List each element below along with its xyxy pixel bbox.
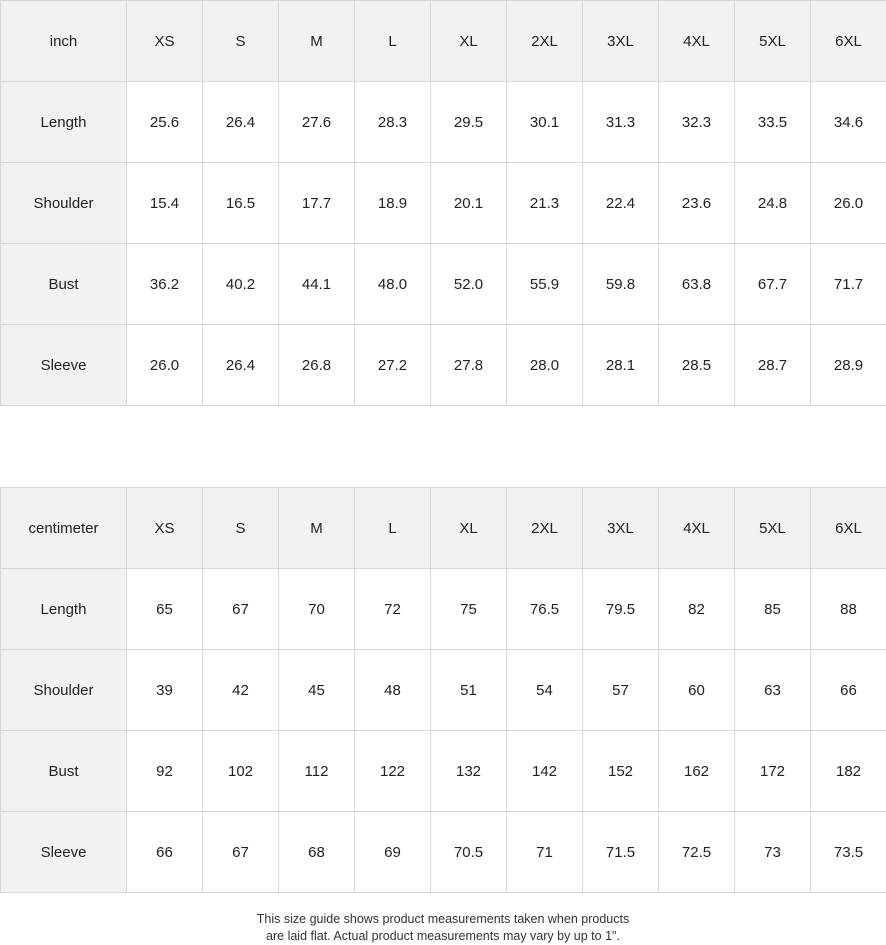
cell-value: 60: [659, 650, 735, 731]
cell-value: 25.6: [127, 82, 203, 163]
cell-value: 92: [127, 731, 203, 812]
column-header-m: M: [279, 488, 355, 569]
cell-value: 82: [659, 569, 735, 650]
table-header-row: [1, 1, 886, 82]
cell-value: 27.6: [279, 82, 355, 163]
cell-value: 71.5: [583, 812, 659, 893]
cell-value: 28.7: [735, 325, 811, 406]
cell-value: 26.8: [279, 325, 355, 406]
cell-value: 16.5: [203, 163, 279, 244]
cell-value: 69: [355, 812, 431, 893]
cell-value: 152: [583, 731, 659, 812]
cell-value: 29.5: [431, 82, 507, 163]
cell-value: 44.1: [279, 244, 355, 325]
column-header-5xl: 5XL: [735, 1, 811, 82]
table-header-row: [1, 488, 886, 569]
cell-value: 73.5: [811, 812, 886, 893]
cell-value: 76.5: [507, 569, 583, 650]
cell-value: 142: [507, 731, 583, 812]
cell-value: 21.3: [507, 163, 583, 244]
column-header-xl: XL: [431, 488, 507, 569]
cell-value: 132: [431, 731, 507, 812]
cell-value: 28.0: [507, 325, 583, 406]
cell-value: 30.1: [507, 82, 583, 163]
cell-value: 59.8: [583, 244, 659, 325]
cell-value: 122: [355, 731, 431, 812]
footnote-line-1: This size guide shows product measurements taken when products: [0, 911, 886, 928]
cell-value: 66: [127, 812, 203, 893]
cell-value: 28.5: [659, 325, 735, 406]
column-header-2xl: 2XL: [507, 1, 583, 82]
cell-value: 26.4: [203, 325, 279, 406]
column-header-4xl: 4XL: [659, 1, 735, 82]
row-label-bust: Bust: [1, 244, 127, 325]
table-row: [1, 812, 886, 893]
cell-value: 71.7: [811, 244, 886, 325]
cell-value: 40.2: [203, 244, 279, 325]
cell-value: 17.7: [279, 163, 355, 244]
column-header-4xl: 4XL: [659, 488, 735, 569]
cell-value: 72: [355, 569, 431, 650]
cell-value: 23.6: [659, 163, 735, 244]
column-header-xs: XS: [127, 1, 203, 82]
row-label-shoulder: Shoulder: [1, 163, 127, 244]
cell-value: 27.2: [355, 325, 431, 406]
footnote-line-2: are laid flat. Actual product measurements may vary by up to 1".: [0, 928, 886, 945]
cell-value: 54: [507, 650, 583, 731]
cell-value: 172: [735, 731, 811, 812]
cell-value: 65: [127, 569, 203, 650]
cell-value: 39: [127, 650, 203, 731]
row-label-bust: Bust: [1, 731, 127, 812]
cell-value: 79.5: [583, 569, 659, 650]
cell-value: 52.0: [431, 244, 507, 325]
cell-value: 31.3: [583, 82, 659, 163]
cell-value: 67.7: [735, 244, 811, 325]
cell-value: 48: [355, 650, 431, 731]
unit-label-inch: inch: [1, 1, 127, 82]
cell-value: 32.3: [659, 82, 735, 163]
table-row: [1, 244, 886, 325]
cell-value: 57: [583, 650, 659, 731]
cell-value: 48.0: [355, 244, 431, 325]
cell-value: 51: [431, 650, 507, 731]
cell-value: 182: [811, 731, 886, 812]
table-spacer: [0, 406, 886, 487]
table-row: [1, 650, 886, 731]
size-guide-footnote: [0, 911, 886, 945]
cell-value: 63: [735, 650, 811, 731]
cell-value: 20.1: [431, 163, 507, 244]
row-label-shoulder: Shoulder: [1, 650, 127, 731]
cell-value: 33.5: [735, 82, 811, 163]
cell-value: 162: [659, 731, 735, 812]
cell-value: 73: [735, 812, 811, 893]
cell-value: 66: [811, 650, 886, 731]
cell-value: 27.8: [431, 325, 507, 406]
cell-value: 26.4: [203, 82, 279, 163]
unit-label-centimeter: centimeter: [1, 488, 127, 569]
cell-value: 85: [735, 569, 811, 650]
cell-value: 67: [203, 569, 279, 650]
cell-value: 72.5: [659, 812, 735, 893]
cell-value: 88: [811, 569, 886, 650]
cell-value: 28.9: [811, 325, 886, 406]
column-header-xs: XS: [127, 488, 203, 569]
column-header-5xl: 5XL: [735, 488, 811, 569]
cell-value: 26.0: [811, 163, 886, 244]
cell-value: 71: [507, 812, 583, 893]
table-row: [1, 163, 886, 244]
table-row: [1, 325, 886, 406]
cell-value: 26.0: [127, 325, 203, 406]
cell-value: 112: [279, 731, 355, 812]
cell-value: 28.3: [355, 82, 431, 163]
column-header-2xl: 2XL: [507, 488, 583, 569]
column-header-s: S: [203, 488, 279, 569]
cell-value: 55.9: [507, 244, 583, 325]
column-header-m: M: [279, 1, 355, 82]
cell-value: 68: [279, 812, 355, 893]
cell-value: 18.9: [355, 163, 431, 244]
cell-value: 36.2: [127, 244, 203, 325]
cell-value: 102: [203, 731, 279, 812]
row-label-length: Length: [1, 569, 127, 650]
row-label-length: Length: [1, 82, 127, 163]
table-row: [1, 569, 886, 650]
cell-value: 42: [203, 650, 279, 731]
cell-value: 34.6: [811, 82, 886, 163]
table-row: [1, 82, 886, 163]
column-header-3xl: 3XL: [583, 488, 659, 569]
size-table-centimeter: [0, 487, 886, 893]
cell-value: 24.8: [735, 163, 811, 244]
size-table-inch: [0, 0, 886, 406]
table-row: [1, 731, 886, 812]
cell-value: 15.4: [127, 163, 203, 244]
cell-value: 45: [279, 650, 355, 731]
cell-value: 22.4: [583, 163, 659, 244]
row-label-sleeve: Sleeve: [1, 812, 127, 893]
column-header-xl: XL: [431, 1, 507, 82]
column-header-l: L: [355, 1, 431, 82]
cell-value: 70.5: [431, 812, 507, 893]
cell-value: 70: [279, 569, 355, 650]
cell-value: 28.1: [583, 325, 659, 406]
column-header-l: L: [355, 488, 431, 569]
column-header-6xl: 6XL: [811, 1, 886, 82]
column-header-3xl: 3XL: [583, 1, 659, 82]
cell-value: 63.8: [659, 244, 735, 325]
cell-value: 75: [431, 569, 507, 650]
cell-value: 67: [203, 812, 279, 893]
row-label-sleeve: Sleeve: [1, 325, 127, 406]
column-header-6xl: 6XL: [811, 488, 886, 569]
column-header-s: S: [203, 1, 279, 82]
